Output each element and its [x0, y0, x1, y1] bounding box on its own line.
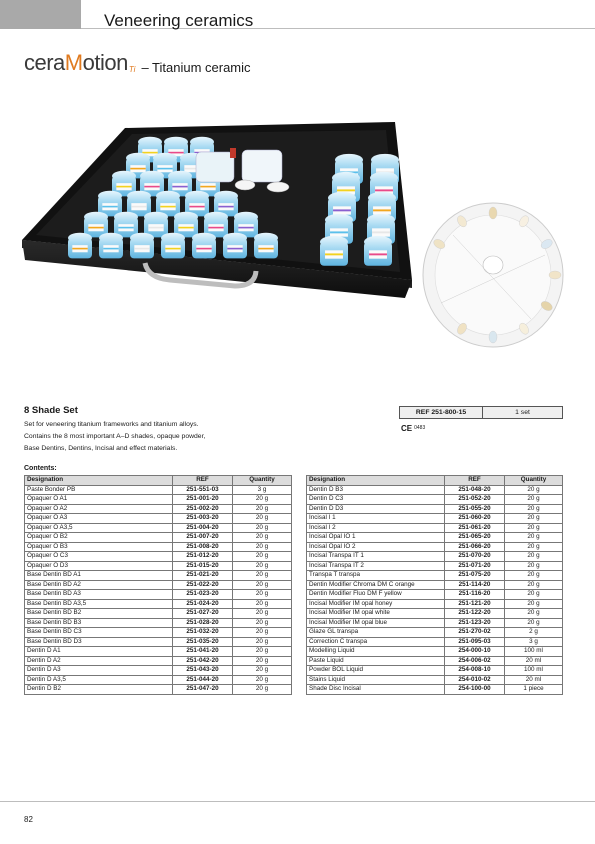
- table-row: [25, 523, 292, 533]
- jar-label-stripe: [189, 206, 204, 208]
- cell-ref: 251-023-20: [173, 590, 233, 600]
- jar-lid: [98, 191, 122, 202]
- cell-designation: Incisal Opal IO 1: [307, 533, 445, 543]
- cell-designation: Dentin D D3: [307, 504, 445, 514]
- jar-lid: [156, 191, 180, 202]
- jar-label-stripe: [103, 248, 118, 250]
- cell-designation: Opaquer O D3: [25, 561, 173, 571]
- table-row: [25, 542, 292, 552]
- header-designation: Designation: [307, 476, 445, 486]
- jar-label-stripe: [337, 189, 355, 191]
- jar-lid: [114, 212, 138, 223]
- cell-ref: 254-008-10: [445, 666, 505, 676]
- jar-label-stripe: [200, 186, 215, 188]
- cell-ref: 251-060-20: [445, 514, 505, 524]
- cell-quantity: 3 g: [505, 637, 563, 647]
- jar-lid: [371, 154, 399, 166]
- table-row: [25, 514, 292, 524]
- cell-quantity: 20 g: [233, 580, 292, 590]
- product-image: [20, 100, 585, 390]
- cell-designation: Dentin D A3,5: [25, 675, 173, 685]
- cell-ref: 251-043-20: [173, 666, 233, 676]
- jar-label-stripe: [157, 168, 172, 170]
- cell-quantity: 20 g: [505, 523, 563, 533]
- table-row: [25, 580, 292, 590]
- table-row: [307, 580, 563, 590]
- jar-lid: [325, 214, 353, 226]
- shade-disc: [423, 203, 563, 347]
- cell-ref: 251-021-20: [173, 571, 233, 581]
- jar-lid: [174, 212, 198, 223]
- cell-ref: 251-047-20: [173, 685, 233, 695]
- jar-label-stripe: [333, 209, 351, 211]
- jar-lid: [140, 171, 164, 182]
- cell-quantity: 20 g: [233, 523, 292, 533]
- cell-ref: 251-055-20: [445, 504, 505, 514]
- cell-quantity: 20 g: [505, 580, 563, 590]
- cell-ref: 251-122-20: [445, 609, 505, 619]
- cell-designation: Incisal Transpa IT 2: [307, 561, 445, 571]
- jar-label-stripe: [258, 248, 273, 250]
- jar-label-stripe: [325, 253, 343, 255]
- cell-designation: Dentin D C3: [307, 495, 445, 505]
- cell-quantity: 20 g: [233, 685, 292, 695]
- jar-label-stripe: [196, 248, 211, 250]
- contents-table-right: [306, 475, 563, 695]
- cell-quantity: 20 g: [233, 571, 292, 581]
- table-row: [25, 685, 292, 695]
- header-quantity: Quantity: [233, 476, 292, 486]
- cell-quantity: 20 g: [505, 609, 563, 619]
- cell-ref: 251-114-20: [445, 580, 505, 590]
- table-row: [25, 647, 292, 657]
- table-row: [307, 609, 563, 619]
- cell-quantity: 20 g: [233, 618, 292, 628]
- table-row: [307, 666, 563, 676]
- table-row: [307, 561, 563, 571]
- cell-designation: Incisal I 1: [307, 514, 445, 524]
- table-row: [307, 514, 563, 524]
- jar-label-stripe: [208, 227, 223, 229]
- cell-designation: Modelling Liquid: [307, 647, 445, 657]
- cell-ref: 251-008-20: [173, 542, 233, 552]
- cell-quantity: 20 g: [505, 561, 563, 571]
- table-row: [307, 675, 563, 685]
- cell-quantity: 100 ml: [505, 647, 563, 657]
- table-row: [307, 628, 563, 638]
- table-row: [25, 637, 292, 647]
- jar-label-stripe: [178, 227, 193, 229]
- cell-quantity: 20 g: [505, 571, 563, 581]
- cell-ref: 251-066-20: [445, 542, 505, 552]
- jar-lid: [168, 171, 192, 182]
- cell-ref: 251-070-20: [445, 552, 505, 562]
- cell-designation: Dentin D A1: [25, 647, 173, 657]
- jar-lid: [99, 233, 123, 244]
- cell-ref: 251-052-20: [445, 495, 505, 505]
- jar-label-stripe: [88, 227, 103, 229]
- jar-lid: [153, 153, 177, 164]
- table-row: [25, 485, 292, 495]
- jar-label-stripe: [168, 152, 183, 154]
- cell-designation: Dentin Modifier Fluo DM F yellow: [307, 590, 445, 600]
- cell-ref: 251-044-20: [173, 675, 233, 685]
- cell-ref: 251-022-20: [173, 580, 233, 590]
- cell-designation: Incisal Modifier IM opal blue: [307, 618, 445, 628]
- cell-quantity: 20 g: [233, 637, 292, 647]
- jar-label-stripe: [118, 227, 133, 229]
- cell-ref: 251-042-20: [173, 656, 233, 666]
- jar-lid: [192, 233, 216, 244]
- table-row: [25, 504, 292, 514]
- cell-designation: Opaquer O A3,5: [25, 523, 173, 533]
- jar-label-stripe: [72, 248, 87, 250]
- brand: [24, 52, 251, 74]
- cell-quantity: 20 g: [233, 656, 292, 666]
- cell-designation: Transpa T transpa: [307, 571, 445, 581]
- product-title: 8 Shade Set: [24, 405, 78, 416]
- table-row: [307, 504, 563, 514]
- header-quantity: Quantity: [505, 476, 563, 486]
- ref-quantity: 1 set: [515, 409, 530, 416]
- cell-ref: 251-001-20: [173, 495, 233, 505]
- cell-quantity: 20 g: [233, 609, 292, 619]
- jar-lid: [164, 137, 188, 148]
- table-row: [307, 542, 563, 552]
- ref-number: REF 251-800-15: [400, 407, 483, 418]
- shade-swatch: [489, 331, 497, 343]
- cell-quantity: 20 g: [233, 561, 292, 571]
- cell-quantity: 20 g: [505, 618, 563, 628]
- jar-label-stripe: [102, 206, 117, 208]
- table-row: [25, 628, 292, 638]
- header-tab: [0, 0, 81, 29]
- cell-designation: Dentin D A2: [25, 656, 173, 666]
- jar-lid: [214, 191, 238, 202]
- jar-label-stripe: [165, 248, 180, 250]
- cell-ref: 254-006-02: [445, 656, 505, 666]
- cell-quantity: 20 g: [233, 552, 292, 562]
- cell-designation: Opaquer O A3: [25, 514, 173, 524]
- table-row: [25, 666, 292, 676]
- cell-quantity: 20 g: [233, 533, 292, 543]
- page-number: 82: [24, 815, 33, 824]
- jar-label-stripe: [238, 227, 253, 229]
- jar-label-stripe: [227, 248, 242, 250]
- cell-quantity: 20 ml: [505, 675, 563, 685]
- cell-quantity: 20 g: [505, 495, 563, 505]
- cell-designation: Opaquer O A1: [25, 495, 173, 505]
- jar-lid: [144, 212, 168, 223]
- cell-designation: Base Dentin BD B3: [25, 618, 173, 628]
- cell-quantity: 20 g: [505, 599, 563, 609]
- cell-quantity: 20 g: [233, 666, 292, 676]
- table-header-row: [25, 476, 292, 486]
- cell-quantity: 2 g: [505, 628, 563, 638]
- ti-mark: Ti: [128, 65, 136, 74]
- table-header-row: [307, 476, 563, 486]
- cell-designation: Incisal Modifier IM opal honey: [307, 599, 445, 609]
- jar-lid: [368, 192, 396, 204]
- cell-designation: Dentin D B3: [307, 485, 445, 495]
- cell-designation: Base Dentin BD A2: [25, 580, 173, 590]
- cell-designation: Correction C transpa: [307, 637, 445, 647]
- table-row: [25, 590, 292, 600]
- jar-label-stripe: [375, 189, 393, 191]
- table-row: [25, 533, 292, 543]
- cell-ref: 251-035-20: [173, 637, 233, 647]
- cell-designation: Powder BOL Liquid: [307, 666, 445, 676]
- cell-quantity: 100 ml: [505, 666, 563, 676]
- cell-ref: 251-004-20: [173, 523, 233, 533]
- cell-ref: 251-012-20: [173, 552, 233, 562]
- cell-ref: 251-075-20: [445, 571, 505, 581]
- jar-lid: [328, 192, 356, 204]
- cell-quantity: 20 g: [233, 542, 292, 552]
- jar-label-stripe: [130, 168, 145, 170]
- cell-ref: 254-100-00: [445, 685, 505, 695]
- jar-label-stripe: [116, 186, 131, 188]
- brand-subtitle: – Titanium ceramic: [141, 60, 251, 75]
- header-ref: REF: [173, 476, 233, 486]
- table-row: [307, 599, 563, 609]
- cell-designation: Paste Bonder PB: [25, 485, 173, 495]
- cell-quantity: 20 g: [505, 542, 563, 552]
- cell-designation: Opaquer O A2: [25, 504, 173, 514]
- jar-lid: [204, 212, 228, 223]
- jar-lid: [138, 137, 162, 148]
- cell-ref: 251-071-20: [445, 561, 505, 571]
- cell-quantity: 20 g: [505, 504, 563, 514]
- cell-ref: 254-010-02: [445, 675, 505, 685]
- cell-quantity: 20 ml: [505, 656, 563, 666]
- ceramotion-logo: ceraMotion: [24, 50, 128, 75]
- table-row: [25, 618, 292, 628]
- cell-ref: 251-003-20: [173, 514, 233, 524]
- cell-designation: Base Dentin BD D3: [25, 637, 173, 647]
- jar-label-stripe: [330, 231, 348, 233]
- jar-lid: [130, 233, 154, 244]
- cell-quantity: 20 g: [505, 514, 563, 524]
- jar-lid: [234, 212, 258, 223]
- cell-designation: Opaquer O B2: [25, 533, 173, 543]
- jar-lid: [190, 137, 214, 148]
- header-ref: REF: [445, 476, 505, 486]
- shade-swatch: [549, 271, 561, 279]
- jar-lid: [367, 214, 395, 226]
- cell-designation: Opaquer O B3: [25, 542, 173, 552]
- cell-ref: 251-032-20: [173, 628, 233, 638]
- cell-ref: 251-002-20: [173, 504, 233, 514]
- table-row: [307, 485, 563, 495]
- jar-lid: [223, 233, 247, 244]
- jar-lid: [126, 153, 150, 164]
- product-description: Set for veneering titanium frameworks and titanium alloys. Contains the 8 most important A–D shades, opaque powder, Base Dentins, Dentins, Incisal and effect materials.: [24, 421, 206, 452]
- contents-table-left: [24, 475, 292, 695]
- cell-quantity: 20 g: [233, 647, 292, 657]
- cell-quantity: 20 g: [233, 599, 292, 609]
- cell-designation: Base Dentin BD A1: [25, 571, 173, 581]
- cell-ref: 251-028-20: [173, 618, 233, 628]
- jar-lid: [112, 171, 136, 182]
- jar-lid: [254, 233, 278, 244]
- table-row: [307, 637, 563, 647]
- jar-lid: [370, 172, 398, 184]
- jar-label-stripe: [131, 206, 146, 208]
- contents-label: Contents:: [24, 465, 57, 472]
- table-row: [307, 533, 563, 543]
- cell-quantity: 20 g: [233, 495, 292, 505]
- cell-ref: 251-041-20: [173, 647, 233, 657]
- table-row: [25, 656, 292, 666]
- jar-label-stripe: [160, 206, 175, 208]
- jar-lid: [84, 212, 108, 223]
- cell-ref: 251-015-20: [173, 561, 233, 571]
- cell-ref: 254-000-10: [445, 647, 505, 657]
- cell-quantity: 20 g: [505, 552, 563, 562]
- cell-designation: Base Dentin BD A3: [25, 590, 173, 600]
- page-title: Veneering ceramics: [104, 11, 254, 30]
- table-row: [25, 495, 292, 505]
- jar-label-stripe: [142, 152, 157, 154]
- cell-ref: 251-007-20: [173, 533, 233, 543]
- jar-label-stripe: [373, 209, 391, 211]
- cell-designation: Incisal Opal IO 2: [307, 542, 445, 552]
- cell-ref: 251-027-20: [173, 609, 233, 619]
- cell-quantity: 20 g: [505, 533, 563, 543]
- jar-label-stripe: [172, 186, 187, 188]
- order-ref-box: [399, 406, 563, 419]
- footer-divider: [0, 801, 595, 802]
- cell-designation: Glaze GL transpa: [307, 628, 445, 638]
- jar-label-stripe: [134, 248, 149, 250]
- cell-ref: 251-551-03: [173, 485, 233, 495]
- cell-designation: Incisal I 2: [307, 523, 445, 533]
- jar-lid: [320, 236, 348, 248]
- cell-ref: 251-024-20: [173, 599, 233, 609]
- cell-quantity: 20 g: [233, 590, 292, 600]
- cell-ref: 251-270-02: [445, 628, 505, 638]
- cell-quantity: 3 g: [233, 485, 292, 495]
- table-row: [307, 552, 563, 562]
- cell-designation: Base Dentin BD C3: [25, 628, 173, 638]
- jar-label-stripe: [372, 231, 390, 233]
- jar-lid: [364, 236, 392, 248]
- ce-mark-icon: CE 0483: [401, 424, 426, 433]
- jar-lid: [127, 191, 151, 202]
- cell-designation: Dentin Modifier Chroma DM C orange: [307, 580, 445, 590]
- cell-designation: Opaquer O C3: [25, 552, 173, 562]
- header-designation: Designation: [25, 476, 173, 486]
- cell-designation: Base Dentin BD B2: [25, 609, 173, 619]
- jar-label-stripe: [148, 227, 163, 229]
- cell-ref: 251-121-20: [445, 599, 505, 609]
- jar-label-stripe: [144, 186, 159, 188]
- cell-designation: Incisal Transpa IT 1: [307, 552, 445, 562]
- cell-quantity: 20 g: [233, 628, 292, 638]
- table-row: [307, 618, 563, 628]
- table-row: [25, 561, 292, 571]
- cell-quantity: 20 g: [233, 514, 292, 524]
- table-row: [307, 685, 563, 695]
- cell-ref: 251-095-03: [445, 637, 505, 647]
- jar-lid: [332, 172, 360, 184]
- cell-designation: Paste Liquid: [307, 656, 445, 666]
- cell-ref: 251-116-20: [445, 590, 505, 600]
- table-row: [25, 675, 292, 685]
- table-row: [25, 599, 292, 609]
- table-row: [25, 571, 292, 581]
- table-row: [25, 609, 292, 619]
- cell-ref: 251-123-20: [445, 618, 505, 628]
- jar-label-stripe: [218, 206, 233, 208]
- cell-ref: 251-065-20: [445, 533, 505, 543]
- cell-designation: Incisal Modifier IM opal white: [307, 609, 445, 619]
- table-row: [307, 656, 563, 666]
- cell-designation: Dentin D B2: [25, 685, 173, 695]
- shade-swatch: [489, 207, 497, 219]
- cell-quantity: 20 g: [233, 504, 292, 514]
- cell-quantity: 20 g: [505, 485, 563, 495]
- table-row: [307, 495, 563, 505]
- cell-quantity: 20 g: [505, 590, 563, 600]
- table-row: [307, 571, 563, 581]
- jar-lid: [161, 233, 185, 244]
- cell-designation: Shade Disc Incisal: [307, 685, 445, 695]
- cell-designation: Base Dentin BD A3,5: [25, 599, 173, 609]
- table-row: [307, 590, 563, 600]
- cell-ref: 251-061-20: [445, 523, 505, 533]
- jar-lid: [185, 191, 209, 202]
- cell-designation: Dentin D A3: [25, 666, 173, 676]
- jar-lid: [68, 233, 92, 244]
- table-row: [307, 647, 563, 657]
- jar-label-stripe: [369, 253, 387, 255]
- cell-quantity: 20 g: [233, 675, 292, 685]
- cell-ref: 251-048-20: [445, 485, 505, 495]
- cell-quantity: 1 piece: [505, 685, 563, 695]
- table-row: [25, 552, 292, 562]
- table-row: [307, 523, 563, 533]
- cell-designation: Stains Liquid: [307, 675, 445, 685]
- jar-lid: [335, 154, 363, 166]
